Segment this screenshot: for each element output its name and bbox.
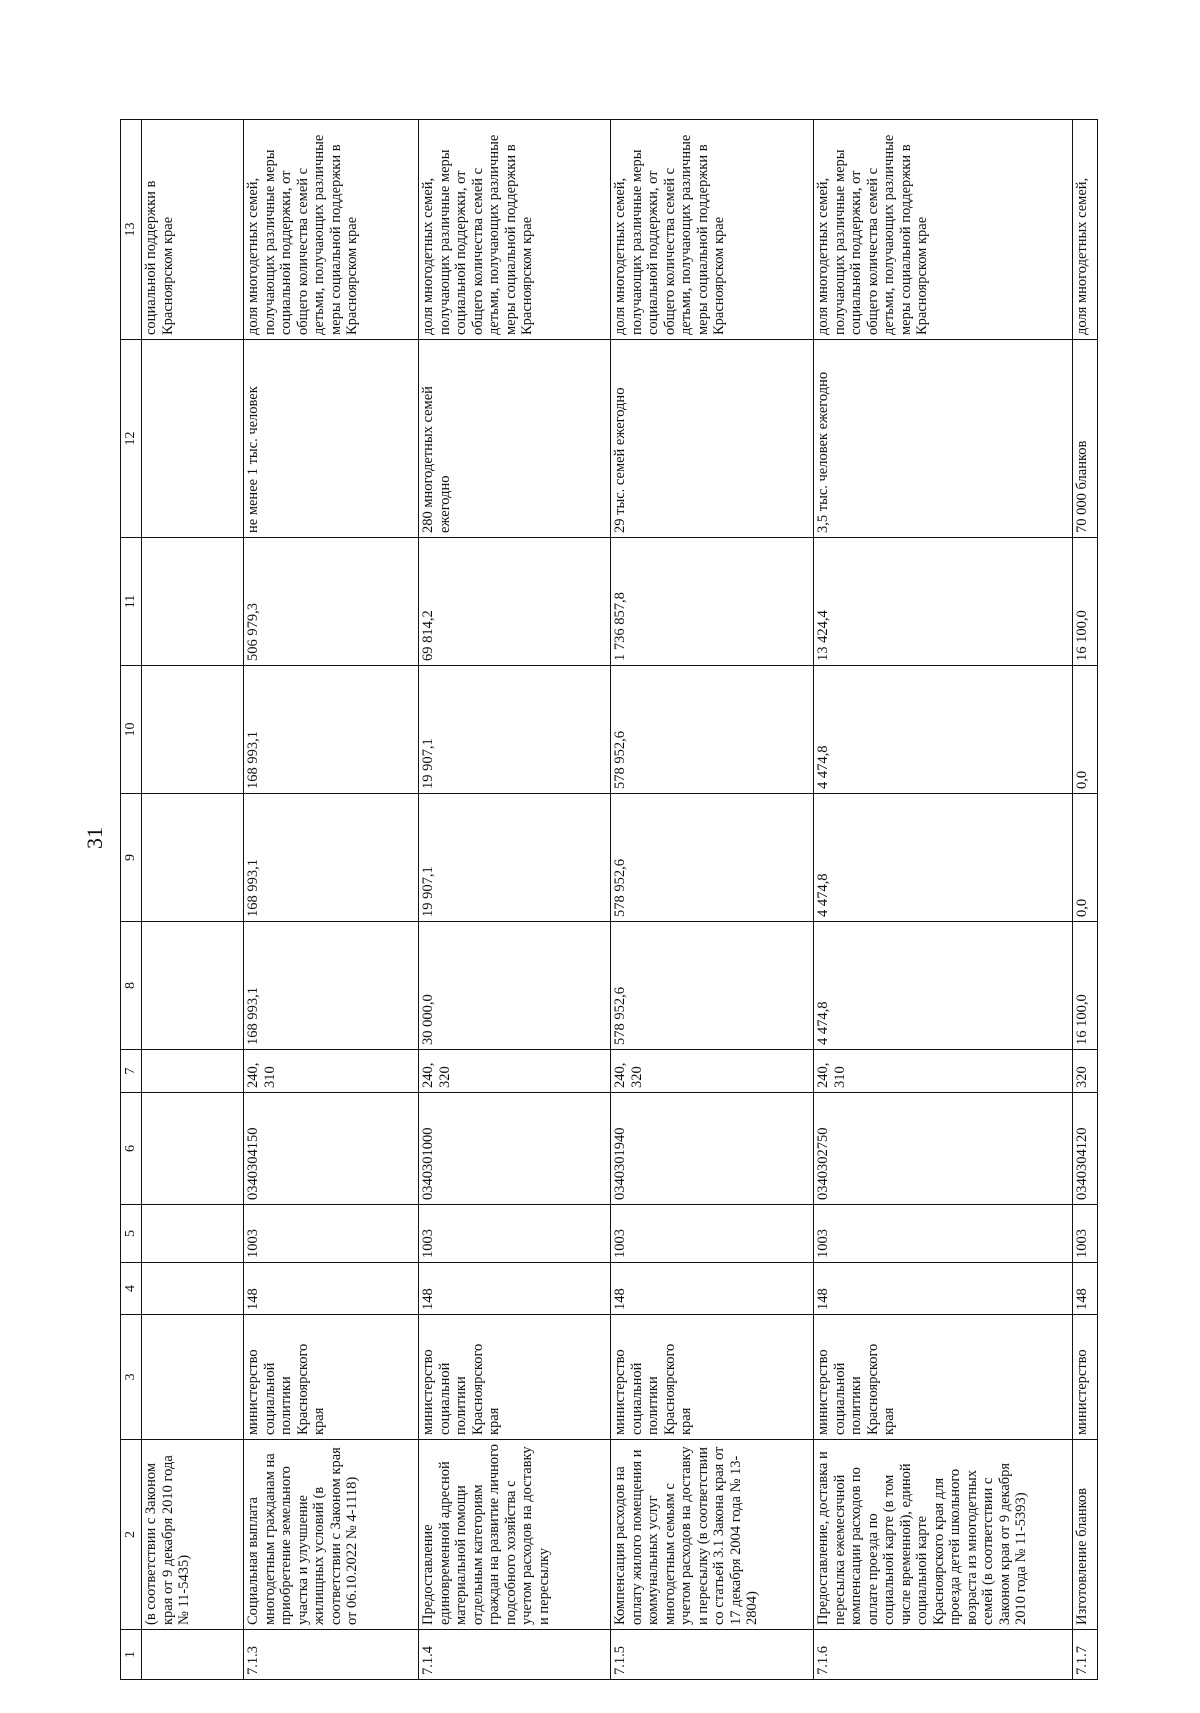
page-number: 31 [82,827,107,849]
col-header-10: 10 [121,666,142,794]
cell-year-3: 0,0 [1073,666,1098,794]
cell-year-2 [142,794,244,922]
cell-administrator: министерство социальной политики Красноярского края [611,1315,814,1440]
cell-administrator: министерство социальной политики Красноярского края [814,1315,1073,1440]
cell-grbs [142,1263,244,1315]
table-row [244,120,419,1680]
cell-index: 7.1.3 [244,1630,419,1680]
cell-csr: 0340301000 [419,1093,611,1205]
cell-year-2: 578 952,6 [611,794,814,922]
cell-index [142,1630,244,1680]
cell-grbs: 148 [814,1263,1073,1315]
cell-index: 7.1.4 [419,1630,611,1680]
cell-vr: 320 [1073,1050,1098,1093]
cell-result [142,340,244,538]
cell-measure: Социальная выплата многодетным гражданам на приобретение земельного участка и улучшение жилищных условий (в соответствии с Законом края от 06.10.2022 № 4-1118) [244,1440,419,1630]
header-row [121,120,142,1680]
cell-measure: Предоставление, доставка и пересылка ежемесячной компенсации расходов по оплате проезда по социальной карте (в том числе временной), единой социальной карте Красноярского края для проезда детей школьного возраста из многодетных семей (в соответствии с Законом края от 9 декабря 2010 года № 11-5393) [814,1440,1073,1630]
cell-result: 3,5 тыс. человек ежегодно [814,340,1073,538]
cell-year-3 [142,666,244,794]
cell-indicator: доля многодетных семей, получающих различные меры социальной поддержки, от общего количества семей с детьми, получающих различные меры социальной поддержки в Красноярском крае [419,120,611,340]
table-row [611,120,814,1680]
cell-grbs: 148 [419,1263,611,1315]
cell-vr: 240, 320 [611,1050,814,1093]
col-header-4: 4 [121,1263,142,1315]
col-header-8: 8 [121,922,142,1050]
cell-rzpr: 1003 [419,1205,611,1263]
cell-result: 70 000 бланков [1073,340,1098,538]
cell-year-3: 19 907,1 [419,666,611,794]
table-row [814,120,1073,1680]
cell-year-1: 168 993,1 [244,922,419,1050]
cell-csr [142,1093,244,1205]
col-header-9: 9 [121,794,142,922]
cell-vr [142,1050,244,1093]
cell-year-1: 30 000,0 [419,922,611,1050]
cell-result: 29 тыс. семей ежегодно [611,340,814,538]
cell-rzpr: 1003 [814,1205,1073,1263]
cell-csr: 0340301940 [611,1093,814,1205]
table-row [419,120,611,1680]
cell-vr: 240, 310 [814,1050,1073,1093]
cell-year-3: 168 993,1 [244,666,419,794]
rotated-table-sheet [120,120,1098,1680]
cell-total [142,538,244,666]
cell-indicator: доля многодетных семей, получающих различные меры социальной поддержки, от общего количества семей с детьми, получающих различные меры социальной поддержки в Красноярском крае [244,120,419,340]
col-header-6: 6 [121,1093,142,1205]
cell-rzpr [142,1205,244,1263]
cell-administrator: министерство [1073,1315,1098,1440]
cell-measure: Изготовление бланков [1073,1440,1098,1630]
cell-index: 7.1.6 [814,1630,1073,1680]
cell-total: 69 814,2 [419,538,611,666]
cell-indicator: социальной поддержки в Красноярском крае [142,120,244,340]
cell-total: 1 736 857,8 [611,538,814,666]
cell-measure: (в соответствии с Законом края от 9 декабря 2010 года № 11-5435) [142,1440,244,1630]
cell-result: 280 многодетных семей ежегодно [419,340,611,538]
cell-total: 13 424,4 [814,538,1073,666]
cell-year-1: 16 100,0 [1073,922,1098,1050]
cell-total: 506 979,3 [244,538,419,666]
cell-csr: 0340304120 [1073,1093,1098,1205]
cell-index: 7.1.5 [611,1630,814,1680]
cell-vr: 240, 310 [244,1050,419,1093]
cell-grbs: 148 [244,1263,419,1315]
cell-rzpr: 1003 [611,1205,814,1263]
cell-total: 16 100,0 [1073,538,1098,666]
cell-year-3: 578 952,6 [611,666,814,794]
cell-grbs: 148 [611,1263,814,1315]
cell-grbs: 148 [1073,1263,1098,1315]
col-header-1: 1 [121,1630,142,1680]
cell-indicator: доля многодетных семей, получающих различные меры социальной поддержки, от общего количества семей с детьми, получающих различные меры социальной поддержки в Красноярском крае [611,120,814,340]
cell-administrator: министерство социальной политики Красноярского края [244,1315,419,1440]
cell-csr: 0340304150 [244,1093,419,1205]
col-header-2: 2 [121,1440,142,1630]
cell-year-2: 19 907,1 [419,794,611,922]
col-header-11: 11 [121,538,142,666]
cell-year-1 [142,922,244,1050]
cell-measure: Предоставление единовременной адресной материальной помощи отдельным категориям граждан на развитие личного подсобного хозяйства с учетом расходов на доставку и пересылку [419,1440,611,1630]
cell-year-2: 4 474,8 [814,794,1073,922]
col-header-5: 5 [121,1205,142,1263]
cell-year-3: 4 474,8 [814,666,1073,794]
col-header-3: 3 [121,1315,142,1440]
cell-administrator [142,1315,244,1440]
cell-measure: Компенсация расходов на оплату жилого помещения и коммунальных услуг многодетным семьям с учетом расходов на доставку и пересылку (в соответствии со статьей 3.1 Закона края от 17 декабря 2004 года № 13-2804) [611,1440,814,1630]
cell-result: не менее 1 тыс. человек [244,340,419,538]
col-header-13: 13 [121,120,142,340]
cell-indicator: доля многодетных семей, получающих различные меры социальной поддержки, от общего количества семей с детьми, получающих различные меры социальной поддержки в Красноярском крае [814,120,1073,340]
table-row [142,120,244,1680]
cell-year-1: 4 474,8 [814,922,1073,1050]
cell-csr: 0340302750 [814,1093,1073,1205]
cell-administrator: министерство социальной политики Красноярского края [419,1315,611,1440]
col-header-7: 7 [121,1050,142,1093]
cell-vr: 240, 320 [419,1050,611,1093]
cell-year-2: 168 993,1 [244,794,419,922]
table-row [1073,120,1098,1680]
cell-index: 7.1.7 [1073,1630,1098,1680]
cell-year-1: 578 952,6 [611,922,814,1050]
col-header-12: 12 [121,340,142,538]
cell-rzpr: 1003 [1073,1205,1098,1263]
budget-table [120,119,1098,1680]
cell-year-2: 0,0 [1073,794,1098,922]
cell-indicator: доля многодетных семей, [1073,120,1098,340]
cell-rzpr: 1003 [244,1205,419,1263]
